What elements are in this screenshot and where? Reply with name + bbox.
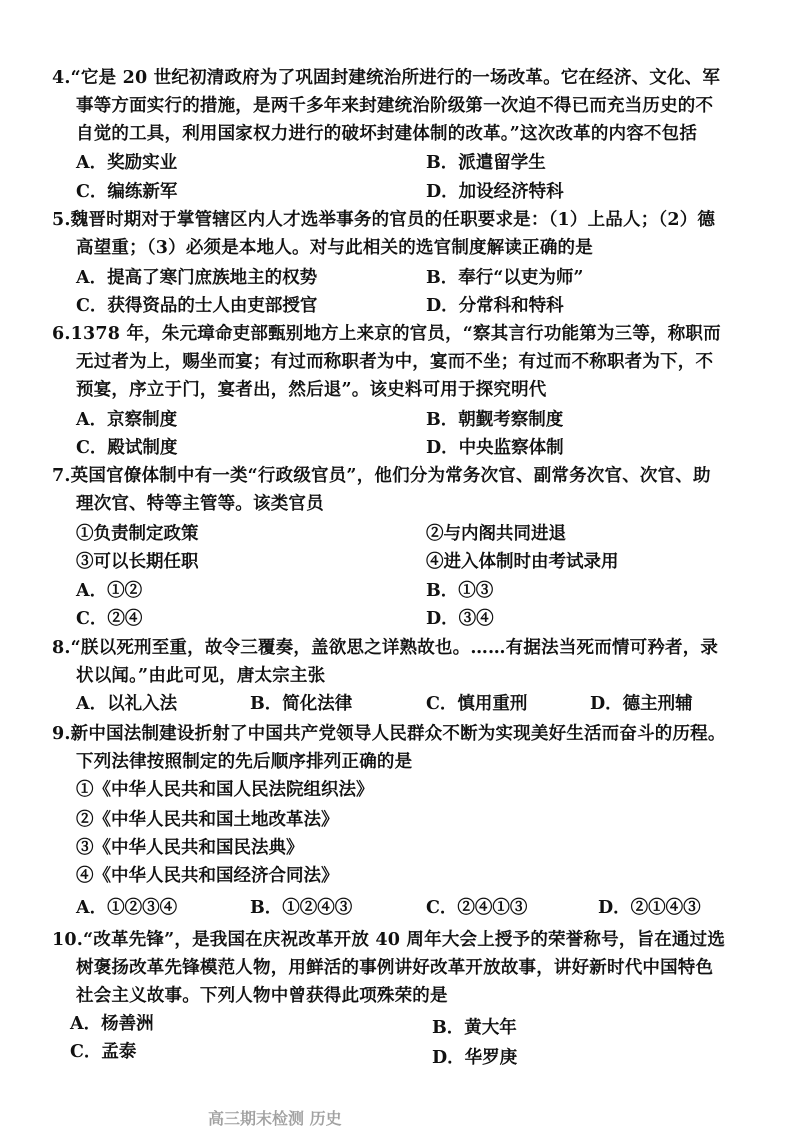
q8-option-c: C．慎用重刑: [426, 694, 528, 714]
q6-option-c: C．殿试制度: [76, 438, 178, 458]
q7-item-4: ④进入体制时由考试录用: [426, 552, 619, 572]
q7-option-b: B．①③: [426, 581, 494, 601]
q10-line-2: 树褒扬改革先锋模范人物，用鲜活的事例讲好改革开放故事，讲好新时代中国特色: [76, 958, 714, 978]
q7-item-1: ①负责制定政策: [76, 524, 199, 544]
q4-option-d: D．加设经济特科: [426, 182, 564, 202]
q10-option-c: C．孟泰: [70, 1042, 137, 1062]
q6-option-b: B．朝觐考察制度: [426, 410, 564, 430]
q6-line-3: 预宴，序立于门，宴者出，然后退”。该史料可用于探究明代: [76, 380, 547, 400]
q9-item-1: ①《中华人民共和国人民法院组织法》: [76, 780, 374, 800]
q9-item-3: ③《中华人民共和国民法典》: [76, 838, 304, 858]
q9-option-a: A．①②③④: [76, 898, 178, 918]
q9-option-d: D．②①④③: [598, 898, 701, 918]
q7-option-d: D．③④: [426, 609, 494, 629]
q10-line-1: 10.“改革先锋”，是我国在庆祝改革开放 40 周年大会上授予的荣誉称号，旨在通过选: [52, 930, 726, 950]
q6-option-a: A．京察制度: [76, 410, 178, 430]
q5-line-2: 高望重；（3）必须是本地人。对与此相关的选官制度解读正确的是: [76, 238, 593, 258]
q6-line-1: 6.1378 年，朱元璋命吏部甄别地方上来京的官员，“察其言行功能第为三等，称职而: [52, 324, 721, 344]
q4-line-3: 自觉的工具，利用国家权力进行的破坏封建体制的改革。”这次改革的内容不包括: [76, 124, 698, 144]
q8-option-a: A．以礼入法: [76, 694, 178, 714]
q7-line-2: 理次官、特等主管等。该类官员: [76, 494, 324, 514]
q10-option-b: B．黄大年: [432, 1018, 517, 1038]
q4-line-1: 4.“它是 20 世纪初清政府为了巩固封建统治所进行的一场改革。它在经济、文化、军: [52, 68, 721, 88]
q6-option-d: D．中央监察体制: [426, 438, 564, 458]
q8-option-d: D．德主刑辅: [590, 694, 693, 714]
q8-line-1: 8.“朕以死刑至重，故令三覆奏，盖欲思之详熟故也。……有据法当死而情可矜者，录: [52, 638, 719, 658]
q7-item-2: ②与内阁共同进退: [426, 524, 566, 544]
q7-item-3: ③可以长期任职: [76, 552, 199, 572]
q10-option-d: D．华罗庚: [432, 1048, 518, 1068]
q5-option-d: D．分常科和特科: [426, 296, 564, 316]
q10-line-3: 社会主义故事。下列人物中曾获得此项殊荣的是: [76, 986, 448, 1006]
q9-option-c: C．②④①③: [426, 898, 528, 918]
q4-option-b: B．派遣留学生: [426, 153, 546, 173]
q8-option-b: B．简化法律: [250, 694, 353, 714]
q6-line-2: 无过者为上，赐坐而宴；有过而称职者为中，宴而不坐；有过而不称职者为下，不: [76, 352, 714, 372]
q8-line-2: 状以闻。”由此可见，唐太宗主张: [76, 666, 326, 686]
q5-option-a: A．提高了寒门庶族地主的权势: [76, 268, 318, 288]
q5-option-c: C．获得资品的士人由吏部授官: [76, 296, 318, 316]
q9-item-4: ④《中华人民共和国经济合同法》: [76, 866, 339, 886]
q4-option-c: C．编练新军: [76, 182, 178, 202]
q5-line-1: 5.魏晋时期对于掌管辖区内人才选举事务的官员的任职要求是：（1）上品人；（2）德: [52, 210, 716, 230]
q4-option-a: A．奖励实业: [76, 153, 178, 173]
q9-option-b: B．①②④③: [250, 898, 353, 918]
q10-option-a: A．杨善洲: [70, 1014, 154, 1034]
q9-line-1: 9.新中国法制建设折射了中国共产党领导人民群众不断为实现美好生活而奋斗的历程。: [52, 724, 726, 744]
q9-item-2: ②《中华人民共和国土地改革法》: [76, 810, 339, 830]
q7-line-1: 7.英国官僚体制中有一类“行政级官员”，他们分为常务次官、副常务次官、次官、助: [52, 466, 711, 486]
page-footer: 高三期末检测 历史: [208, 1109, 342, 1128]
q4-line-2: 事等方面实行的措施，是两千多年来封建统治阶级第一次迫不得已而充当历史的不: [76, 96, 714, 116]
q7-option-c: C．②④: [76, 609, 143, 629]
q5-option-b: B．奉行“以吏为师”: [426, 268, 584, 288]
q9-line-2: 下列法律按照制定的先后顺序排列正确的是: [76, 752, 413, 772]
q7-option-a: A．①②: [76, 581, 143, 601]
